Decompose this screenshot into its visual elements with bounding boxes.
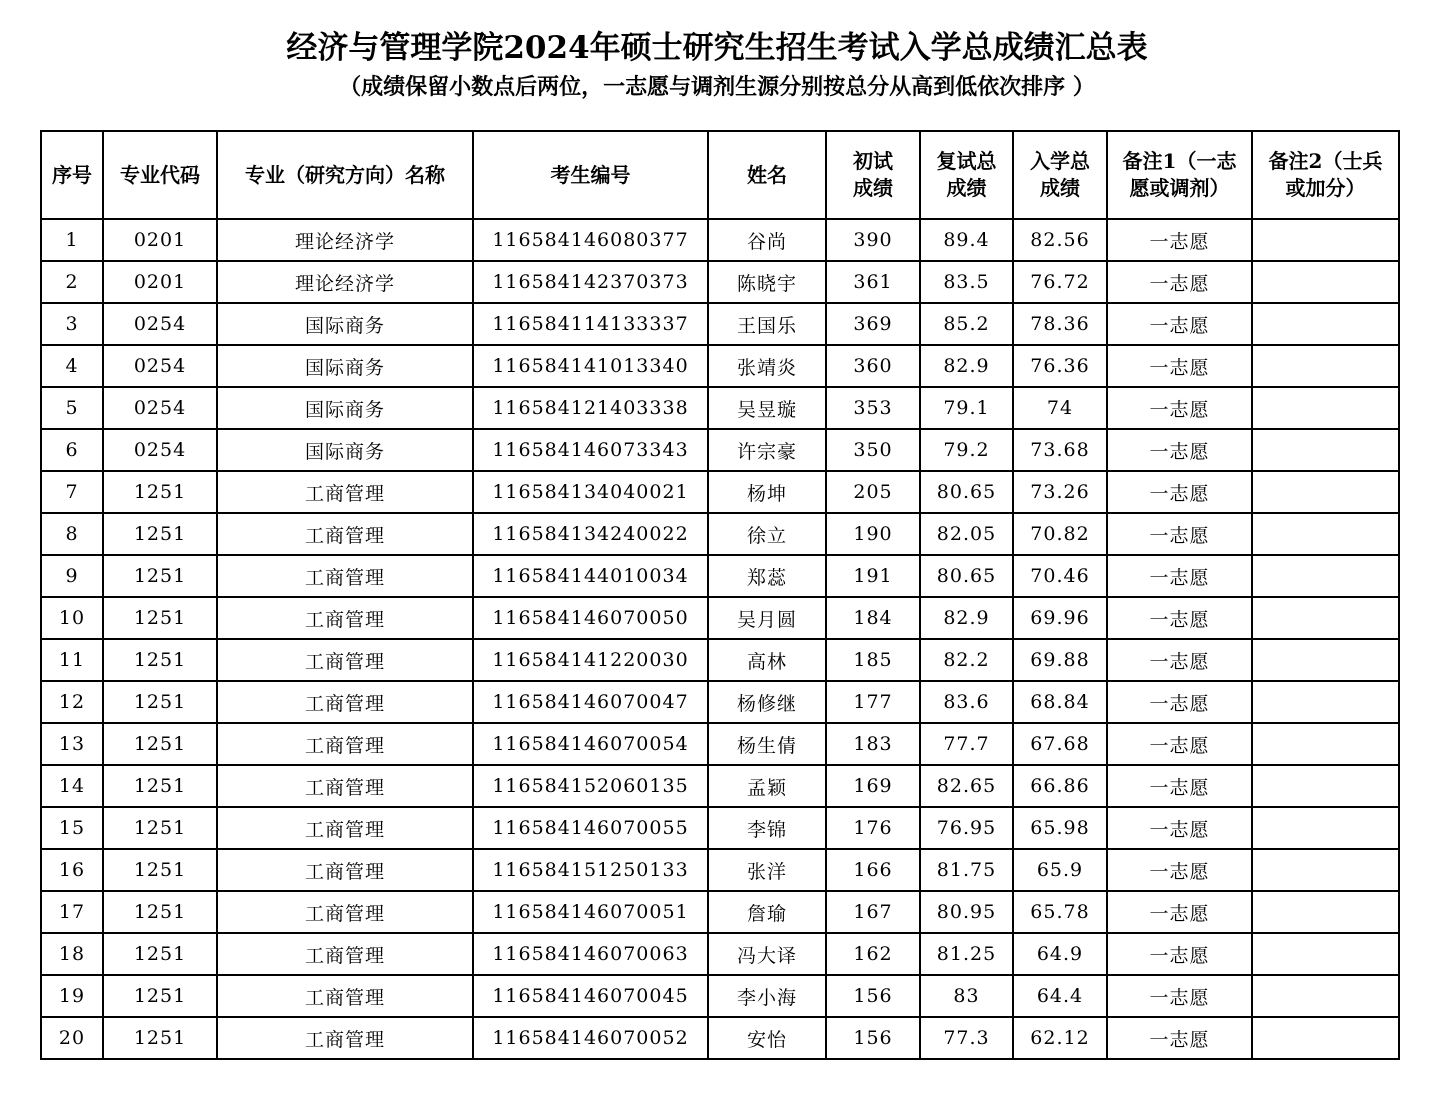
cell-total-score: 67.68 [1013, 723, 1107, 765]
cell-note2 [1252, 513, 1399, 555]
cell-major-name: 国际商务 [217, 345, 473, 387]
cell-name: 杨坤 [708, 471, 826, 513]
cell-note1: 一志愿 [1107, 1017, 1252, 1059]
header-major-code: 专业代码 [103, 131, 217, 219]
cell-prelim-score: 166 [826, 849, 920, 891]
cell-retest-score: 82.05 [920, 513, 1013, 555]
cell-total-score: 64.4 [1013, 975, 1107, 1017]
cell-total-score: 70.82 [1013, 513, 1107, 555]
cell-total-score: 76.36 [1013, 345, 1107, 387]
cell-exam-id: 116584146070051 [473, 891, 708, 933]
cell-major-code: 1251 [103, 513, 217, 555]
table-row [41, 681, 1399, 723]
cell-retest-score: 77.7 [920, 723, 1013, 765]
document-subtitle: （成绩保留小数点后两位，一志愿与调剂生源分别按总分从高到低依次排序 ） [339, 74, 1095, 100]
cell-note2 [1252, 849, 1399, 891]
cell-major-code: 1251 [103, 597, 217, 639]
cell-major-name: 工商管理 [217, 597, 473, 639]
table-row [41, 219, 1399, 261]
header-major-name: 专业（研究方向）名称 [217, 131, 473, 219]
table-row [41, 849, 1399, 891]
cell-exam-id: 116584134240022 [473, 513, 708, 555]
cell-retest-score: 79.2 [920, 429, 1013, 471]
cell-note2 [1252, 555, 1399, 597]
cell-note1: 一志愿 [1107, 345, 1252, 387]
cell-seq: 18 [41, 933, 103, 975]
cell-prelim-score: 205 [826, 471, 920, 513]
cell-prelim-score: 191 [826, 555, 920, 597]
cell-note1: 一志愿 [1107, 429, 1252, 471]
cell-total-score: 82.56 [1013, 219, 1107, 261]
cell-note1: 一志愿 [1107, 849, 1252, 891]
cell-exam-id: 116584142370373 [473, 261, 708, 303]
cell-seq: 13 [41, 723, 103, 765]
cell-retest-score: 80.95 [920, 891, 1013, 933]
cell-prelim-score: 156 [826, 1017, 920, 1059]
cell-prelim-score: 350 [826, 429, 920, 471]
cell-note2 [1252, 933, 1399, 975]
cell-retest-score: 81.75 [920, 849, 1013, 891]
cell-major-code: 1251 [103, 891, 217, 933]
cell-name: 孟颖 [708, 765, 826, 807]
cell-exam-id: 116584134040021 [473, 471, 708, 513]
cell-prelim-score: 190 [826, 513, 920, 555]
cell-major-name: 理论经济学 [217, 261, 473, 303]
cell-major-code: 1251 [103, 639, 217, 681]
cell-prelim-score: 156 [826, 975, 920, 1017]
cell-name: 郑蕊 [708, 555, 826, 597]
cell-major-name: 理论经济学 [217, 219, 473, 261]
cell-seq: 5 [41, 387, 103, 429]
cell-major-code: 0254 [103, 303, 217, 345]
cell-major-code: 1251 [103, 807, 217, 849]
cell-prelim-score: 176 [826, 807, 920, 849]
cell-retest-score: 89.4 [920, 219, 1013, 261]
cell-exam-id: 116584146070054 [473, 723, 708, 765]
cell-retest-score: 82.9 [920, 345, 1013, 387]
cell-total-score: 70.46 [1013, 555, 1107, 597]
cell-total-score: 74 [1013, 387, 1107, 429]
cell-exam-id: 116584121403338 [473, 387, 708, 429]
cell-total-score: 65.9 [1013, 849, 1107, 891]
cell-note2 [1252, 429, 1399, 471]
cell-seq: 4 [41, 345, 103, 387]
cell-note2 [1252, 471, 1399, 513]
cell-note2 [1252, 597, 1399, 639]
cell-seq: 6 [41, 429, 103, 471]
cell-note1: 一志愿 [1107, 219, 1252, 261]
cell-note1: 一志愿 [1107, 723, 1252, 765]
cell-total-score: 78.36 [1013, 303, 1107, 345]
table-row [41, 1017, 1399, 1059]
cell-name: 李锦 [708, 807, 826, 849]
cell-seq: 7 [41, 471, 103, 513]
table-row [41, 975, 1399, 1017]
cell-note1: 一志愿 [1107, 975, 1252, 1017]
cell-seq: 10 [41, 597, 103, 639]
document-title: 经济与管理学院2024年硕士研究生招生考试入学总成绩汇总表 [286, 30, 1148, 66]
cell-note1: 一志愿 [1107, 765, 1252, 807]
cell-seq: 12 [41, 681, 103, 723]
table-row [41, 639, 1399, 681]
cell-exam-id: 116584146070050 [473, 597, 708, 639]
cell-major-name: 工商管理 [217, 975, 473, 1017]
cell-note2 [1252, 891, 1399, 933]
cell-major-code: 0201 [103, 261, 217, 303]
cell-total-score: 64.9 [1013, 933, 1107, 975]
scores-table [40, 130, 1400, 1060]
header-prelim-score: 初试成绩 [826, 131, 920, 219]
cell-retest-score: 76.95 [920, 807, 1013, 849]
cell-major-code: 1251 [103, 681, 217, 723]
cell-major-name: 工商管理 [217, 933, 473, 975]
cell-exam-id: 116584151250133 [473, 849, 708, 891]
cell-major-name: 工商管理 [217, 639, 473, 681]
cell-note1: 一志愿 [1107, 555, 1252, 597]
table-row [41, 261, 1399, 303]
cell-prelim-score: 167 [826, 891, 920, 933]
cell-major-code: 1251 [103, 765, 217, 807]
cell-retest-score: 80.65 [920, 555, 1013, 597]
cell-major-name: 国际商务 [217, 429, 473, 471]
cell-major-code: 1251 [103, 1017, 217, 1059]
cell-note2 [1252, 639, 1399, 681]
cell-major-code: 0254 [103, 387, 217, 429]
cell-seq: 2 [41, 261, 103, 303]
cell-note2 [1252, 219, 1399, 261]
cell-retest-score: 82.9 [920, 597, 1013, 639]
cell-exam-id: 116584144010034 [473, 555, 708, 597]
cell-note1: 一志愿 [1107, 807, 1252, 849]
cell-seq: 17 [41, 891, 103, 933]
cell-total-score: 69.96 [1013, 597, 1107, 639]
cell-exam-id: 116584146070063 [473, 933, 708, 975]
cell-seq: 16 [41, 849, 103, 891]
cell-major-code: 1251 [103, 975, 217, 1017]
cell-prelim-score: 184 [826, 597, 920, 639]
cell-name: 杨生倩 [708, 723, 826, 765]
cell-note2 [1252, 345, 1399, 387]
table-row [41, 723, 1399, 765]
cell-major-code: 1251 [103, 849, 217, 891]
cell-prelim-score: 169 [826, 765, 920, 807]
cell-note2 [1252, 975, 1399, 1017]
table-body [41, 219, 1399, 1059]
cell-total-score: 76.72 [1013, 261, 1107, 303]
cell-prelim-score: 361 [826, 261, 920, 303]
table-header-row [41, 131, 1399, 219]
cell-major-code: 1251 [103, 555, 217, 597]
cell-retest-score: 83.5 [920, 261, 1013, 303]
cell-retest-score: 80.65 [920, 471, 1013, 513]
cell-seq: 1 [41, 219, 103, 261]
cell-note1: 一志愿 [1107, 597, 1252, 639]
cell-seq: 9 [41, 555, 103, 597]
cell-total-score: 66.86 [1013, 765, 1107, 807]
table-row [41, 933, 1399, 975]
header-note2: 备注2（士兵或加分） [1252, 131, 1399, 219]
cell-major-name: 工商管理 [217, 555, 473, 597]
cell-total-score: 73.26 [1013, 471, 1107, 513]
table-row [41, 765, 1399, 807]
cell-major-name: 工商管理 [217, 1017, 473, 1059]
cell-note1: 一志愿 [1107, 639, 1252, 681]
cell-name: 吴昱璇 [708, 387, 826, 429]
table-row [41, 891, 1399, 933]
cell-major-name: 工商管理 [217, 681, 473, 723]
cell-prelim-score: 353 [826, 387, 920, 429]
cell-seq: 8 [41, 513, 103, 555]
cell-seq: 20 [41, 1017, 103, 1059]
cell-seq: 15 [41, 807, 103, 849]
cell-note1: 一志愿 [1107, 387, 1252, 429]
cell-exam-id: 116584146070055 [473, 807, 708, 849]
cell-major-code: 1251 [103, 723, 217, 765]
cell-exam-id: 116584146073343 [473, 429, 708, 471]
cell-seq: 11 [41, 639, 103, 681]
cell-seq: 19 [41, 975, 103, 1017]
cell-retest-score: 82.2 [920, 639, 1013, 681]
table-row [41, 303, 1399, 345]
cell-prelim-score: 185 [826, 639, 920, 681]
cell-major-name: 工商管理 [217, 723, 473, 765]
cell-prelim-score: 360 [826, 345, 920, 387]
cell-seq: 3 [41, 303, 103, 345]
cell-total-score: 62.12 [1013, 1017, 1107, 1059]
cell-prelim-score: 162 [826, 933, 920, 975]
cell-name: 詹瑜 [708, 891, 826, 933]
cell-name: 杨修继 [708, 681, 826, 723]
table-row [41, 513, 1399, 555]
cell-note1: 一志愿 [1107, 681, 1252, 723]
cell-total-score: 65.98 [1013, 807, 1107, 849]
table-row [41, 555, 1399, 597]
cell-major-name: 工商管理 [217, 849, 473, 891]
header-note1: 备注1（一志愿或调剂） [1107, 131, 1252, 219]
cell-note1: 一志愿 [1107, 471, 1252, 513]
table-row [41, 345, 1399, 387]
cell-seq: 14 [41, 765, 103, 807]
cell-name: 冯大译 [708, 933, 826, 975]
cell-note2 [1252, 765, 1399, 807]
cell-note1: 一志愿 [1107, 513, 1252, 555]
cell-major-code: 1251 [103, 471, 217, 513]
cell-retest-score: 82.65 [920, 765, 1013, 807]
cell-prelim-score: 390 [826, 219, 920, 261]
cell-retest-score: 85.2 [920, 303, 1013, 345]
cell-exam-id: 116584146070052 [473, 1017, 708, 1059]
cell-name: 张洋 [708, 849, 826, 891]
cell-major-name: 工商管理 [217, 513, 473, 555]
cell-name: 安怡 [708, 1017, 826, 1059]
header-exam-id: 考生编号 [473, 131, 708, 219]
cell-exam-id: 116584141220030 [473, 639, 708, 681]
table-row [41, 471, 1399, 513]
cell-name: 徐立 [708, 513, 826, 555]
cell-note2 [1252, 1017, 1399, 1059]
cell-major-code: 0254 [103, 345, 217, 387]
header-name: 姓名 [708, 131, 826, 219]
cell-name: 陈晓宇 [708, 261, 826, 303]
cell-name: 吴月圆 [708, 597, 826, 639]
cell-major-code: 1251 [103, 933, 217, 975]
cell-total-score: 68.84 [1013, 681, 1107, 723]
table-row [41, 807, 1399, 849]
cell-major-name: 工商管理 [217, 765, 473, 807]
cell-note1: 一志愿 [1107, 303, 1252, 345]
cell-name: 许宗豪 [708, 429, 826, 471]
header-retest-score: 复试总成绩 [920, 131, 1013, 219]
cell-prelim-score: 177 [826, 681, 920, 723]
cell-major-name: 国际商务 [217, 303, 473, 345]
header-seq: 序号 [41, 131, 103, 219]
cell-major-name: 工商管理 [217, 807, 473, 849]
cell-retest-score: 77.3 [920, 1017, 1013, 1059]
table-row [41, 387, 1399, 429]
cell-exam-id: 116584146070045 [473, 975, 708, 1017]
cell-note1: 一志愿 [1107, 891, 1252, 933]
cell-note2 [1252, 807, 1399, 849]
cell-prelim-score: 183 [826, 723, 920, 765]
table-row [41, 597, 1399, 639]
cell-name: 高林 [708, 639, 826, 681]
cell-major-name: 工商管理 [217, 891, 473, 933]
cell-note1: 一志愿 [1107, 261, 1252, 303]
cell-total-score: 73.68 [1013, 429, 1107, 471]
cell-exam-id: 116584114133337 [473, 303, 708, 345]
cell-exam-id: 116584141013340 [473, 345, 708, 387]
cell-major-code: 0201 [103, 219, 217, 261]
cell-total-score: 65.78 [1013, 891, 1107, 933]
cell-note2 [1252, 303, 1399, 345]
cell-major-code: 0254 [103, 429, 217, 471]
cell-exam-id: 116584146080377 [473, 219, 708, 261]
cell-retest-score: 79.1 [920, 387, 1013, 429]
cell-retest-score: 83.6 [920, 681, 1013, 723]
cell-note2 [1252, 387, 1399, 429]
cell-prelim-score: 369 [826, 303, 920, 345]
cell-exam-id: 116584152060135 [473, 765, 708, 807]
cell-retest-score: 83 [920, 975, 1013, 1017]
cell-name: 谷尚 [708, 219, 826, 261]
cell-total-score: 69.88 [1013, 639, 1107, 681]
cell-note2 [1252, 723, 1399, 765]
cell-note1: 一志愿 [1107, 933, 1252, 975]
cell-major-name: 国际商务 [217, 387, 473, 429]
header-total-score: 入学总成绩 [1013, 131, 1107, 219]
cell-name: 王国乐 [708, 303, 826, 345]
cell-exam-id: 116584146070047 [473, 681, 708, 723]
cell-note2 [1252, 261, 1399, 303]
cell-major-name: 工商管理 [217, 471, 473, 513]
cell-retest-score: 81.25 [920, 933, 1013, 975]
cell-name: 张靖炎 [708, 345, 826, 387]
cell-note2 [1252, 681, 1399, 723]
cell-name: 李小海 [708, 975, 826, 1017]
table-row [41, 429, 1399, 471]
